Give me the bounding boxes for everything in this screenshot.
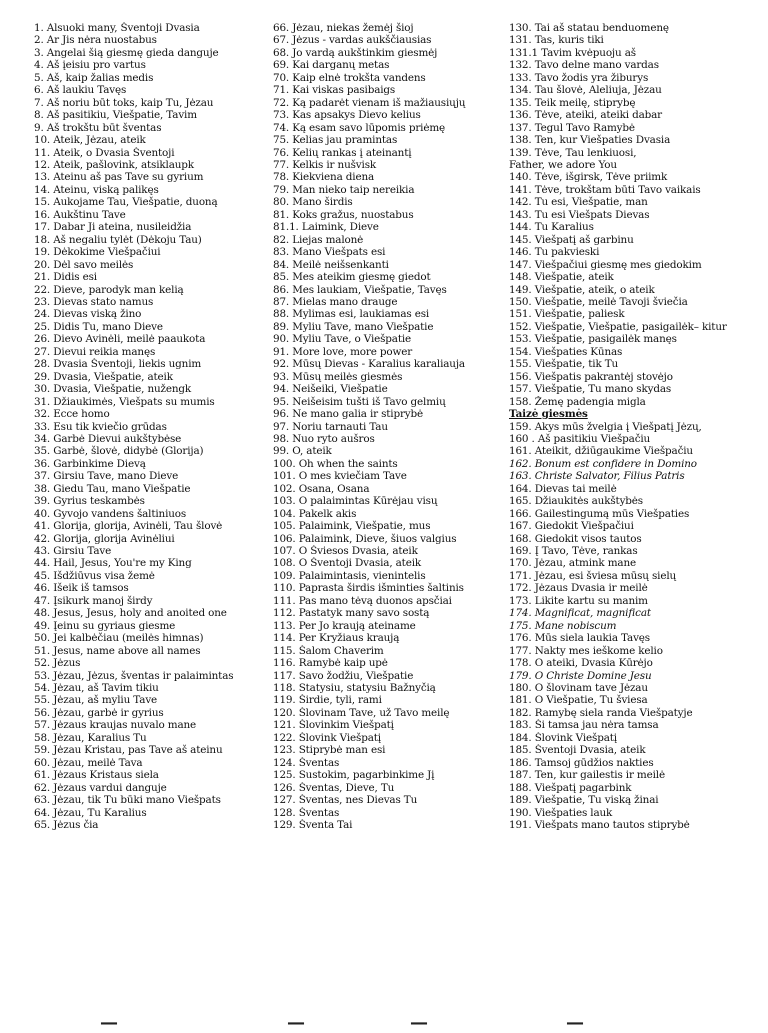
index-entry: 65. Jėzus čia bbox=[34, 819, 99, 831]
index-entry: 133. Tavo žodis yra žiburys bbox=[509, 71, 649, 84]
index-entry: 3. Angelai šią giesmę gieda danguje bbox=[34, 46, 219, 59]
index-entry: 102. Osana, Osana bbox=[273, 482, 370, 495]
index-entry: 10. Ateik, Jėzau, ateik bbox=[34, 134, 146, 147]
index-entry: 34. Garbė Dievui aukštybėse bbox=[34, 432, 182, 445]
index-entry: 33. Esu tik kviečio grūdas bbox=[34, 420, 167, 433]
index-entry: 117. Savo žodžiu, Viešpatie bbox=[273, 669, 414, 682]
index-entry: 68. Jo vardą aukštinkim giesmėj bbox=[273, 46, 438, 59]
index-entry: 126. Šventas, Dieve, Tu bbox=[273, 781, 395, 794]
index-entry: 120. Šlovinam Tave, už Tavo meilę bbox=[273, 706, 450, 719]
index-entry: 108. O Šventoji Dvasia, ateik bbox=[273, 557, 422, 570]
index-entry: 9. Aš trokštu būt šventas bbox=[34, 121, 162, 134]
index-entry: 170. Jėzau, atmink mane bbox=[509, 557, 636, 570]
index-entry: 54. Jėzau, aš Tavim tikiu bbox=[34, 682, 159, 695]
index-entry: 30. Dvasia, Viešpatie, nužengk bbox=[34, 383, 192, 396]
index-entry: 165. Džiaukitės aukštybės bbox=[509, 495, 643, 508]
index-entry: 101. O mes kviečiam Tave bbox=[273, 470, 407, 483]
index-entry: 32. Ecce homo bbox=[34, 408, 110, 421]
index-entry: 28. Dvasia Šventoji, liekis ugnim bbox=[34, 358, 202, 371]
section-heading: Taizė giesmės bbox=[509, 408, 588, 421]
index-entry: 152. Viešpatie, Viešpatie, pasigailėk– kitur bbox=[509, 320, 727, 333]
index-entry: 147. Viešpačiui giesmę mes giedokim bbox=[509, 258, 702, 271]
index-entry: 24. Dievas viską žino bbox=[34, 308, 142, 321]
index-entry: 138. Ten, kur Viešpaties Dvasia bbox=[509, 134, 671, 147]
index-entry: 153. Viešpatie, pasigailėk manęs bbox=[509, 333, 677, 346]
index-entry: 148. Viešpatie, ateik bbox=[509, 271, 614, 284]
index-entry: 128. Šventas bbox=[273, 806, 340, 819]
index-entry: 114. Per Kryžiaus kraują bbox=[273, 632, 400, 645]
index-entry: 83. Mano Viešpats esi bbox=[273, 246, 386, 259]
index-column-3 bbox=[509, 22, 761, 831]
index-entry: 166. Gailestingumą mūs Viešpaties bbox=[509, 507, 690, 520]
index-entry: 184. Šlovink Viešpatį bbox=[509, 731, 617, 744]
index-entry: 21. Didis esi bbox=[34, 271, 97, 284]
index-entry: 156. Viešpatis pakrantėj stovėjo bbox=[509, 370, 673, 383]
index-entry: 107. O Šviesos Dvasia, ateik bbox=[273, 545, 418, 558]
index-entry: 118. Statysiu, statysiu Bažnyčią bbox=[273, 682, 436, 695]
index-entry: 70. Kaip elnė trokšta vandens bbox=[273, 71, 426, 84]
index-entry: 149. Viešpatie, ateik, o ateik bbox=[509, 283, 655, 296]
index-entry: 19. Dėkokime Viešpačiui bbox=[34, 246, 161, 259]
index-entry: 167. Giedokit Viešpačiui bbox=[509, 520, 634, 533]
index-entry: 43. Girsiu Tave bbox=[34, 545, 112, 558]
index-entry: 95. Neišeisim tušti iš Tavo gelmių bbox=[273, 395, 446, 408]
index-entry: 31. Džiaukimės, Viešpats su mumis bbox=[34, 395, 215, 408]
index-entry: 190. Viešpaties lauk bbox=[509, 806, 613, 819]
index-entry: 178. O ateiki, Dvasia Kūrėjo bbox=[509, 657, 653, 670]
index-entry: 15. Aukojame Tau, Viešpatie, duoną bbox=[34, 196, 218, 209]
index-entry: 61. Jėzaus Kristaus siela bbox=[34, 769, 159, 782]
index-entry: 160 . Aš pasitikiu Viešpačiu bbox=[509, 432, 651, 445]
index-entry: 175. Mane nobiscum bbox=[509, 619, 617, 632]
index-entry: 52. Jėzus bbox=[34, 657, 81, 670]
index-entry: 67. Jėzus - vardas aukščiausias bbox=[273, 34, 432, 47]
index-entry: 163. Christe Salvator, Filius Patris bbox=[509, 470, 685, 483]
index-entry: 89. Myliu Tave, mano Viešpatie bbox=[273, 320, 434, 333]
index-entry: 144. Tu Karalius bbox=[509, 221, 594, 234]
index-entry: 18. Aš negaliu tylėt (Dėkoju Tau) bbox=[34, 233, 202, 246]
index-entry: 100. Oh when the saints bbox=[273, 457, 398, 470]
index-entry: 119. Širdie, tyli, rami bbox=[273, 694, 382, 707]
index-entry: 131.1 Tavim kvėpuoju aš bbox=[509, 46, 636, 59]
index-entry: 150. Viešpatie, meilė Tavoji šviečia bbox=[509, 295, 688, 308]
index-entry: 42. Glorija, glorija Avinėliui bbox=[34, 532, 175, 545]
index-entry: 82. Liejas malonė bbox=[273, 233, 364, 246]
index-entry: 168. Giedokit visos tautos bbox=[509, 532, 642, 545]
index-entry: 35. Garbė, šlovė, didybė (Glorija) bbox=[34, 445, 204, 458]
index-entry: 186. Tamsoj gūdžios nakties bbox=[509, 756, 654, 769]
index-entry: 87. Mielas mano drauge bbox=[273, 295, 398, 308]
index-entry: 60. Jėzau, meilė Tava bbox=[34, 756, 143, 769]
index-entry: 74. Ką esam savo lūpomis priėmę bbox=[273, 121, 446, 134]
index-entry: 110. Paprasta širdis išminties šaltinis bbox=[273, 582, 464, 595]
index-entry: 36. Garbinkime Dievą bbox=[34, 457, 146, 470]
index-entry: 84. Meilė neišsenkanti bbox=[273, 258, 389, 271]
index-entry: 137. Tegul Tavo Ramybė bbox=[509, 121, 635, 134]
index-entry: 56. Jėzau, garbė ir gyrius bbox=[34, 706, 164, 719]
index-entry: 123. Stiprybė man esi bbox=[273, 744, 386, 757]
index-entry: 162. Bonum est confidere in Domino bbox=[509, 457, 697, 470]
index-entry: 47. Įsikurk manoj širdy bbox=[34, 594, 153, 607]
index-entry: 81. Koks gražus, nuostabus bbox=[273, 208, 414, 221]
index-entry: 73. Kas apsakys Dievo kelius bbox=[273, 109, 421, 122]
index-entry: 85. Mes ateikim giesmę giedot bbox=[273, 271, 431, 284]
index-entry: 12. Ateik, pašlovink, atsiklaupk bbox=[34, 158, 194, 171]
index-column-2 bbox=[273, 22, 501, 831]
index-entry: 132. Tavo delne mano vardas bbox=[509, 59, 659, 72]
index-entry: 164. Dievas tai meilė bbox=[509, 482, 617, 495]
index-entry: 105. Palaimink, Viešpatie, mus bbox=[273, 520, 431, 533]
index-entry: 189. Viešpatie, Tu viską žinai bbox=[509, 794, 659, 807]
index-entry: 14. Ateinu, viską palikęs bbox=[34, 183, 159, 196]
index-entry: 75. Kelias jau pramintas bbox=[273, 134, 398, 147]
index-entry: 78. Kiekviena diena bbox=[273, 171, 375, 184]
index-entry: 93. Mūsų meilės giesmės bbox=[273, 370, 403, 383]
index-entry: 106. Palaimink, Dieve, šiuos valgius bbox=[273, 532, 457, 545]
cut-off-footer: — — — — bbox=[100, 1012, 584, 1033]
index-entry: 22. Dieve, parodyk man kelią bbox=[34, 283, 184, 296]
index-entry: 185. Šventoji Dvasia, ateik bbox=[509, 744, 646, 757]
index-entry: 151. Viešpatie, paliesk bbox=[509, 308, 625, 321]
index-entry: 140. Tėve, išgirsk, Tėve priimk bbox=[509, 171, 668, 184]
index-entry: 146. Tu pakvieski bbox=[509, 246, 600, 259]
index-entry: 112. Pastatyk many savo sostą bbox=[273, 607, 430, 620]
index-entry: 44. Hail, Jesus, You're my King bbox=[34, 557, 192, 570]
index-entry: 159. Akys mūs žvelgia į Viešpatį Jėzų, bbox=[509, 420, 702, 433]
index-entry: 97. Noriu tarnauti Tau bbox=[273, 420, 388, 433]
index-entry: 63. Jėzau, tik Tu būki mano Viešpats bbox=[34, 794, 221, 807]
index-entry: 49. Įeinu su gyriaus giesme bbox=[34, 619, 176, 632]
index-entry: 39. Gyrius teskambės bbox=[34, 495, 145, 508]
index-entry: 154. Viešpaties Kūnas bbox=[509, 345, 623, 358]
index-entry: 71. Kai viskas pasibaigs bbox=[273, 84, 396, 97]
index-entry: 1. Alsuoki many, Šventoji Dvasia bbox=[34, 22, 200, 34]
index-entry: 45. Išdžiūvus visa žemė bbox=[34, 569, 155, 582]
index-entry: 142. Tu esi, Viešpatie, man bbox=[509, 196, 648, 209]
index-entry: 161. Ateikit, džiūgaukime Viešpačiu bbox=[509, 445, 693, 458]
index-entry: 141. Tėve, trokštam būti Tavo vaikais bbox=[509, 183, 701, 196]
index-entry: 38. Giedu Tau, mano Viešpatie bbox=[34, 482, 191, 495]
index-entry: 130. Tai aš statau benduomenę bbox=[509, 22, 669, 34]
index-entry: 81.1. Laimink, Dieve bbox=[273, 221, 379, 234]
index-entry: 57. Jėzaus kraujas nuvalo mane bbox=[34, 719, 197, 732]
index-entry: 8. Aš pasitikiu, Viešpatie, Tavim bbox=[34, 109, 197, 122]
index-entry: 59. Jėzau Kristau, pas Tave aš ateinu bbox=[34, 744, 223, 757]
index-entry: 143. Tu esi Viešpats Dievas bbox=[509, 208, 650, 221]
index-entry: 51. Jesus, name above all names bbox=[34, 644, 201, 657]
index-entry: 86. Mes laukiam, Viešpatie, Tavęs bbox=[273, 283, 447, 296]
index-entry: 136. Tėve, ateiki, ateiki dabar bbox=[509, 109, 662, 122]
index-entry: 88. Mylimas esi, laukiamas esi bbox=[273, 308, 430, 321]
index-entry: 103. O palaimintas Kūrėjau visų bbox=[273, 495, 438, 508]
index-entry: 155. Viešpatie, tik Tu bbox=[509, 358, 619, 371]
index-column-1 bbox=[34, 22, 260, 831]
index-entry: 174. Magnificat, magnificat bbox=[509, 607, 651, 620]
index-entry: 79. Man nieko taip nereikia bbox=[273, 183, 415, 196]
index-entry: 69. Kai darganų metas bbox=[273, 59, 390, 72]
index-entry: 90. Myliu Tave, o Viešpatie bbox=[273, 333, 412, 346]
index-entry: 127. Šventas, nes Dievas Tu bbox=[273, 794, 418, 807]
index-entry: 92. Mūsų Dievas - Karalius karaliaujа bbox=[273, 358, 465, 371]
index-entry: 17. Dabar Ji ateina, nusileidžia bbox=[34, 221, 192, 234]
index-entry: 96. Ne mano galia ir stiprybė bbox=[273, 408, 424, 421]
index-entry: 121. Šlovinkim Viešpatį bbox=[273, 719, 394, 732]
index-entry: 27. Dievui reikia manęs bbox=[34, 345, 156, 358]
index-entry: Father, we adore You bbox=[509, 158, 617, 171]
index-entry: 94. Neišeiki, Viešpatie bbox=[273, 383, 388, 396]
index-entry: 157. Viešpatie, Tu mano skydas bbox=[509, 383, 672, 396]
index-entry: 177. Nakty mes ieškome kelio bbox=[509, 644, 663, 657]
index-entry: 181. O Viešpatie, Tu šviesa bbox=[509, 694, 648, 707]
index-entry: 122. Šlovink Viešpatį bbox=[273, 731, 381, 744]
index-entry: 183. Ši tamsa jau nėra tamsa bbox=[509, 719, 659, 732]
index-entry: 11. Ateik, o Dvasia Šventoji bbox=[34, 146, 175, 159]
index-entry: 179. O Christe Domine Jesu bbox=[509, 669, 652, 682]
index-entry: 20. Dėl savo meilės bbox=[34, 258, 134, 271]
index-entry: 111. Pas mano tėvą duonos apsčiai bbox=[273, 594, 452, 607]
index-entry: 171. Jėzau, esi šviesa mūsų sielų bbox=[509, 569, 677, 582]
index-entry: 2. Ar Jis nėra nuostabus bbox=[34, 34, 157, 47]
index-entry: 99. O, ateik bbox=[273, 445, 332, 458]
index-entry: 64. Jėzau, Tu Karalius bbox=[34, 806, 147, 819]
index-entry: 13. Ateinu aš pas Tave su gyrium bbox=[34, 171, 204, 184]
index-entry: 113. Per Jo kraują ateiname bbox=[273, 619, 416, 632]
index-entry: 58. Jėzau, Karalius Tu bbox=[34, 731, 147, 744]
index-entry: 25. Didis Tu, mano Dieve bbox=[34, 320, 163, 333]
index-entry: 187. Ten, kur gailestis ir meilė bbox=[509, 769, 665, 782]
index-entry: 116. Ramybė kaip upė bbox=[273, 657, 388, 670]
index-entry: 26. Dievo Avinėli, meilė paaukota bbox=[34, 333, 206, 346]
index-entry: 124. Šventas bbox=[273, 756, 340, 769]
index-entry: 76. Kelių rankas į ateinantį bbox=[273, 146, 412, 159]
index-entry: 29. Dvasia, Viešpatie, ateik bbox=[34, 370, 173, 383]
index-entry: 172. Jėzaus Dvasia ir meilė bbox=[509, 582, 648, 595]
index-entry: 182. Ramybę siela randa Viešpatyje bbox=[509, 706, 693, 719]
index-entry: 176. Mūs siela laukia Tavęs bbox=[509, 632, 650, 645]
index-entry: 4. Aš įeisiu pro vartus bbox=[34, 59, 146, 72]
index-entry: 98. Nuo ryto aušros bbox=[273, 432, 375, 445]
index-entry: 37. Girsiu Tave, mano Dieve bbox=[34, 470, 179, 483]
index-entry: 129. Šventa Tai bbox=[273, 819, 353, 831]
index-entry: 188. Viešpatį pagarbink bbox=[509, 781, 632, 794]
index-entry: 23. Dievas stato namus bbox=[34, 295, 154, 308]
index-entry: 131. Tas, kuris tiki bbox=[509, 34, 604, 47]
index-entry: 80. Mano širdis bbox=[273, 196, 353, 209]
index-entry: 5. Aš, kaip žalias medis bbox=[34, 71, 154, 84]
index-entry: 40. Gyvojo vandens šaltiniuos bbox=[34, 507, 187, 520]
index-entry: 158. Žemę padengia migla bbox=[509, 395, 646, 408]
index-entry: 7. Aš noriu būt toks, kaip Tu, Jėzau bbox=[34, 96, 214, 109]
index-entry: 53. Jėzau, Jėzus, šventas ir palaimintas bbox=[34, 669, 234, 682]
index-entry: 180. O šlovinam tave Jėzau bbox=[509, 682, 648, 695]
index-entry: 55. Jėzau, aš myliu Tave bbox=[34, 694, 158, 707]
index-entry: 46. Išeik iš tamsos bbox=[34, 582, 129, 595]
index-entry: 41. Glorija, glorija, Avinėli, Tau šlovė bbox=[34, 520, 223, 533]
index-entry: 104. Pakelk akis bbox=[273, 507, 357, 520]
index-entry: 173. Likite kartu su manim bbox=[509, 594, 648, 607]
index-entry: 135. Teik meilę, stiprybę bbox=[509, 96, 636, 109]
index-entry: 139. Tėve, Tau lenkiuosi, bbox=[509, 146, 637, 159]
index-entry: 169. Į Tavo, Tėve, rankas bbox=[509, 545, 638, 558]
index-entry: 134. Tau šlovė, Aleliuja, Jėzau bbox=[509, 84, 662, 97]
index-entry: 115. Šalom Chaverim bbox=[273, 644, 384, 657]
index-entry: 77. Kelkis ir nušvisk bbox=[273, 158, 377, 171]
index-entry: 50. Jei kalbėčiau (meilės himnas) bbox=[34, 632, 204, 645]
index-entry: 16. Aukštinu Tave bbox=[34, 208, 126, 221]
index-entry: 62. Jėzaus vardui danguje bbox=[34, 781, 167, 794]
index-entry: 191. Viešpats mano tautos stiprybė bbox=[509, 819, 690, 831]
index-entry: 66. Jėzau, niekas žemėj šioj bbox=[273, 22, 414, 34]
index-entry: 125. Sustokim, pagarbinkime Jį bbox=[273, 769, 435, 782]
index-entry: 91. More love, more power bbox=[273, 345, 413, 358]
index-entry: 6. Aš laukiu Tavęs bbox=[34, 84, 127, 97]
index-entry: 109. Palaimintasis, vienintelis bbox=[273, 569, 426, 582]
index-entry: 48. Jesus, Jesus, holy and anoited one bbox=[34, 607, 227, 620]
index-entry: 72. Ką padarėt vienam iš mažiausiųjų bbox=[273, 96, 466, 109]
index-entry: 145. Viešpatį aš garbinu bbox=[509, 233, 634, 246]
